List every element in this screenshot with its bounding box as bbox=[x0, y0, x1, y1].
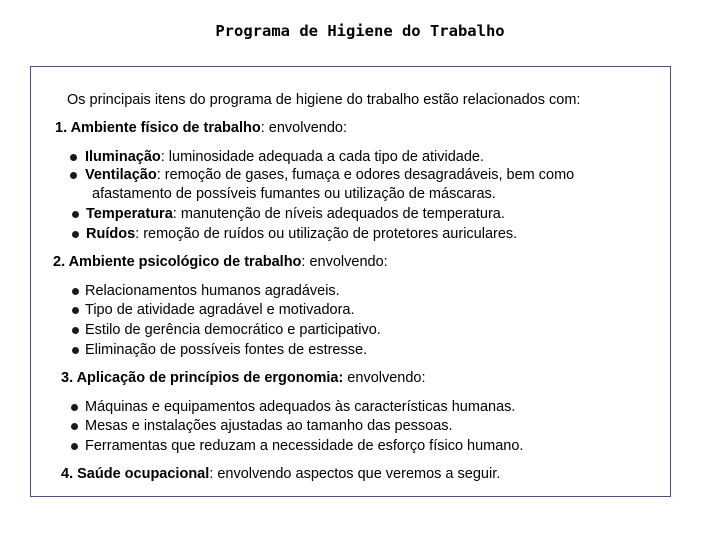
bullet-icon bbox=[70, 172, 77, 179]
list-item: Mesas e instalações ajustadas ao tamanho das pessoas. bbox=[85, 418, 453, 434]
item-text: : remoção de gases, fumaça e odores desagradáveis, bem como bbox=[156, 167, 575, 183]
bullet-icon bbox=[72, 288, 79, 295]
section-heading-label: 2. Ambiente psicológico de trabalho bbox=[53, 254, 302, 270]
section-heading-suffix: : envolvendo: bbox=[301, 254, 388, 270]
section-heading-label: 4. Saúde ocupacional bbox=[61, 466, 210, 482]
list-item bbox=[85, 166, 574, 184]
item-text: : luminosidade adequada a cada tipo de atividade. bbox=[160, 149, 485, 165]
bullet-icon bbox=[72, 211, 79, 218]
section-heading-suffix: envolvendo: bbox=[343, 370, 426, 386]
list-item: Ferramentas que reduzam a necessidade de esforço físico humano. bbox=[85, 438, 524, 454]
section-4-heading bbox=[61, 465, 500, 483]
list-item-continuation: afastamento de possíveis fumantes ou utilização de máscaras. bbox=[92, 186, 496, 202]
item-term: Ruídos bbox=[86, 226, 136, 242]
bullet-icon bbox=[72, 347, 79, 354]
list-item: Máquinas e equipamentos adequados às características humanas. bbox=[85, 399, 516, 415]
list-item bbox=[85, 148, 484, 166]
item-term: Ventilação bbox=[85, 167, 157, 183]
list-item: Tipo de atividade agradável e motivadora. bbox=[85, 302, 355, 318]
section-heading-suffix: : envolvendo: bbox=[260, 120, 347, 136]
section-3-heading bbox=[61, 369, 426, 387]
list-item bbox=[86, 205, 505, 223]
bullet-icon bbox=[72, 307, 79, 314]
section-heading-label: 3. Aplicação de princípios de ergonomia: bbox=[61, 370, 344, 386]
item-term: Iluminação bbox=[85, 149, 161, 165]
item-text: : remoção de ruídos ou utilização de protetores auriculares. bbox=[135, 226, 518, 242]
item-text: : manutenção de níveis adequados de temperatura. bbox=[172, 206, 505, 222]
list-item bbox=[86, 225, 517, 243]
bullet-icon bbox=[71, 443, 78, 450]
page-title: Programa de Higiene do Trabalho bbox=[215, 22, 505, 40]
section-heading-label: 1. Ambiente físico de trabalho bbox=[55, 120, 261, 136]
list-item: Relacionamentos humanos agradáveis. bbox=[85, 283, 340, 299]
bullet-icon bbox=[71, 423, 78, 430]
item-term: Temperatura bbox=[86, 206, 173, 222]
section-2-heading bbox=[53, 253, 388, 271]
bullet-icon bbox=[72, 327, 79, 334]
list-item: Estilo de gerência democrático e participativo. bbox=[85, 322, 381, 338]
bullet-icon bbox=[70, 154, 77, 161]
bullet-icon bbox=[72, 231, 79, 238]
bullet-icon bbox=[71, 404, 78, 411]
list-item: Eliminação de possíveis fontes de estresse. bbox=[85, 342, 368, 358]
section-heading-suffix: : envolvendo aspectos que veremos a seguir. bbox=[209, 466, 501, 482]
intro-text: Os principais itens do programa de higiene do trabalho estão relacionados com: bbox=[67, 92, 581, 108]
section-1-heading bbox=[55, 119, 347, 137]
